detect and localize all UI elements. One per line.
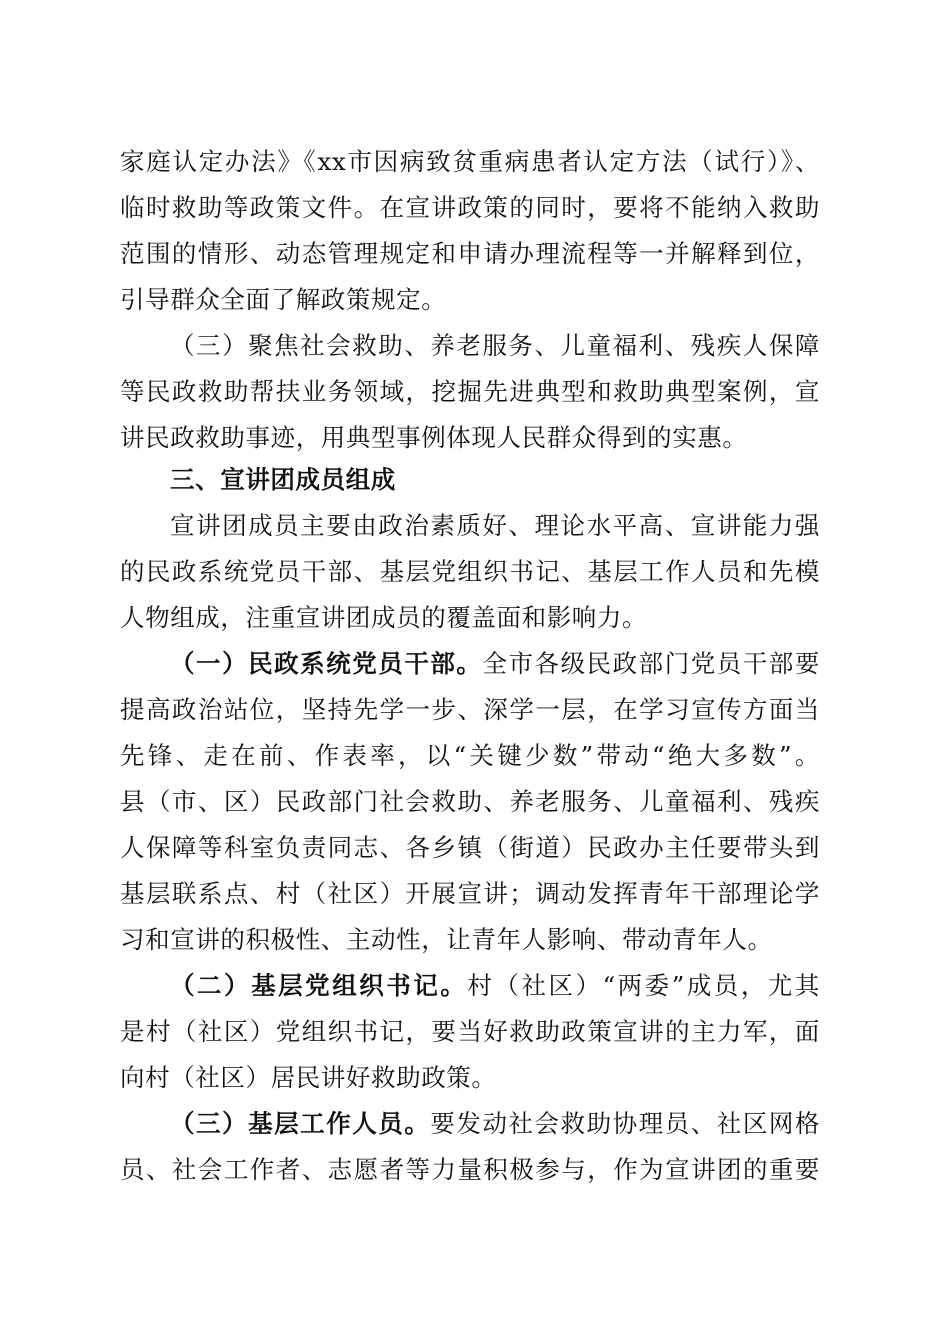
text-line: 等民政救助帮扶业务领域，挖掘先进典型和救助典型案例，宣 — [120, 377, 820, 406]
text-line: 县（市、区）民政部门社会救助、养老服务、儿童福利、残疾 — [120, 787, 820, 816]
text-line: 家庭认定办法》《xx市因病致贫重病患者认定方法（试行）》、 — [120, 147, 820, 176]
sub-heading-body: 村（社区）“两委”成员，尤其 — [467, 971, 820, 1000]
text-line — [170, 1108, 820, 1140]
text-line: 人保障等科室负责同志、各乡镇（街道）民政办主任要带头到 — [120, 833, 820, 862]
text-line: 引导群众全面了解政策规定。 — [120, 285, 447, 314]
sub-heading-prefix: （一）民政系统党员干部。 — [170, 649, 483, 678]
text-line: 讲民政救助事迹，用典型事例体现人民群众得到的实惠。 — [120, 423, 748, 452]
text-line: 习和宣讲的积极性、主动性，让青年人影响、带动青年人。 — [120, 925, 773, 954]
text-line: 范围的情形、动态管理规定和申请办理流程等一并解释到位， — [120, 239, 820, 268]
sub-heading-prefix: （三）基层工作人员。 — [170, 1109, 431, 1138]
text-line: 临时救助等政策文件。在宣讲政策的同时，要将不能纳入救助 — [120, 193, 820, 222]
text-line: 宣讲团成员主要由政治素质好、理论水平高、宣讲能力强 — [170, 511, 820, 540]
text-line: 先锋、走在前、作表率，以“关键少数”带动“绝大多数”。 — [120, 741, 820, 770]
section-heading: 三、宣讲团成员组成 — [170, 465, 396, 494]
text-line: 的民政系统党员干部、基层党组织书记、基层工作人员和先模 — [120, 557, 820, 586]
text-line: 向村（社区）居民讲好救助政策。 — [120, 1063, 497, 1092]
sub-heading-prefix: （二）基层党组织书记。 — [170, 971, 468, 1000]
sub-heading-body: 要发动社会救助协理员、社区网格 — [430, 1109, 820, 1138]
text-line: 提高政治站位，坚持先学一步、深学一层，在学习宣传方面当 — [120, 695, 820, 724]
text-line — [170, 648, 820, 680]
text-line — [170, 970, 820, 1002]
text-line: 基层联系点、村（社区）开展宣讲；调动发挥青年干部理论学 — [120, 879, 820, 908]
text-line: 员、社会工作者、志愿者等力量积极参与，作为宣讲团的重要 — [120, 1155, 820, 1184]
text-line: （三）聚焦社会救助、养老服务、儿童福利、残疾人保障 — [170, 331, 820, 360]
text-line: 是村（社区）党组织书记，要当好救助政策宣讲的主力军，面 — [120, 1017, 820, 1046]
sub-heading-body: 全市各级民政部门党员干部要 — [482, 649, 820, 678]
text-line: 人物组成，注重宣讲团成员的覆盖面和影响力。 — [120, 603, 648, 632]
